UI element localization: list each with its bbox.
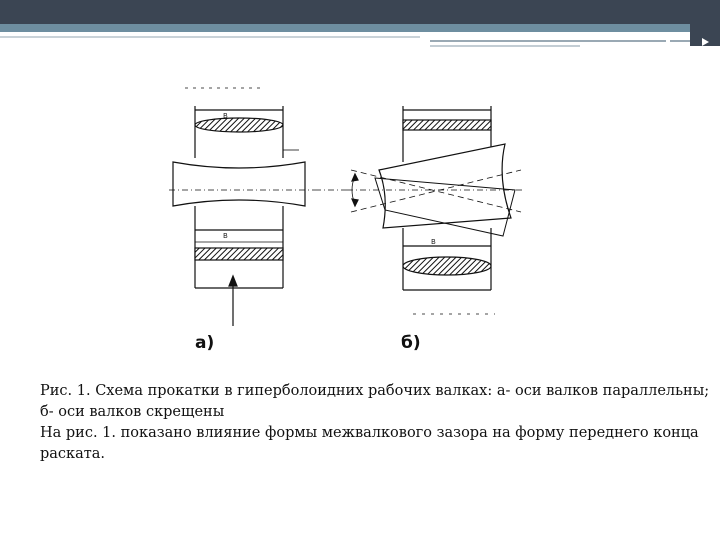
decor-line — [0, 36, 420, 38]
scheme-b-roll-upper — [379, 144, 511, 228]
scheme-b-bottom-roll-section — [403, 257, 491, 275]
scheme-b-label: б) — [401, 333, 421, 353]
scheme-a-top-roll-section — [195, 118, 283, 132]
scheme-a-bottom-roll-section — [195, 248, 283, 260]
decor-line — [430, 45, 580, 47]
decor-line — [670, 40, 690, 42]
scheme-a — [169, 88, 347, 326]
scheme-b-top-roll-section — [403, 120, 491, 130]
body-text: На рис. 1. показано влияние формы межвалкового зазора на форму переднего конца раската. — [40, 425, 699, 462]
play-triangle-icon — [702, 38, 709, 46]
scheme-a-arrow-head — [229, 276, 237, 286]
slide-caption — [40, 381, 710, 465]
decor-line — [430, 40, 666, 42]
slide-header-bar — [0, 0, 720, 24]
scheme-b-dimension-label: B — [431, 238, 436, 246]
scheme-a-strip — [173, 162, 305, 206]
figure-caption: Рис. 1. Схема прокатки в гиперболоидних рабочих валках: а- оси валков параллельны; б- оси валков скрещены — [40, 383, 710, 420]
scheme-a-label: а) — [195, 333, 215, 353]
rolling-scheme-svg — [165, 78, 535, 363]
rolling-scheme-figure — [165, 78, 535, 363]
scheme-b-angle-arrow-bottom — [352, 199, 358, 206]
scheme-a-top-dimension-label: B — [223, 112, 228, 120]
scheme-a-dimension-label: B — [223, 232, 228, 240]
scheme-b — [347, 106, 525, 314]
slide-header-accent — [0, 24, 720, 32]
scheme-b-angle-arrow-top — [352, 174, 358, 181]
